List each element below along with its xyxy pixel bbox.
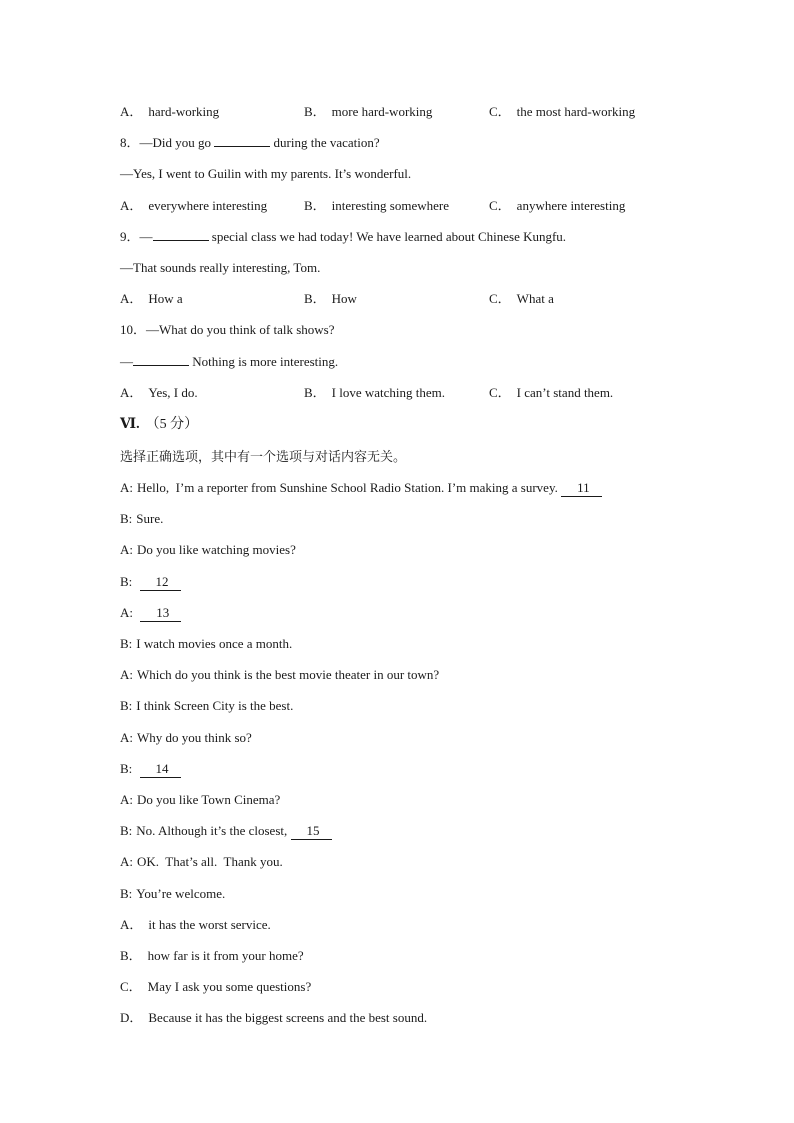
answer-choice[interactable] (120, 977, 720, 1008)
dialogue-line (120, 540, 720, 571)
option-letter: A． (120, 197, 143, 213)
speaker-label: A: (120, 854, 133, 870)
dialogue-blank[interactable]: 13 (140, 605, 181, 622)
speaker-label: A: (120, 604, 133, 620)
q9-prompt-start: 9．— (120, 228, 153, 244)
q9-option-a[interactable] (120, 289, 183, 309)
option-text: everywhere interesting (148, 197, 268, 213)
q8-prompt-start: 8．—Did you go (120, 135, 215, 151)
dialogue-line (120, 509, 720, 540)
q9-option-c[interactable] (489, 289, 554, 309)
dialogue-text: Sure. (136, 511, 164, 527)
speaker-label: A: (120, 791, 133, 807)
q8-reply: —Yes, I went to Guilin with my parents. It’s wonderful. (120, 166, 412, 182)
dialogue-line (120, 790, 720, 821)
option-text: anywhere interesting (516, 197, 626, 213)
option-text: What a (516, 291, 554, 307)
speaker-label: B: (120, 511, 133, 527)
dialogue-text: Do you like Town Cinema? (137, 791, 281, 807)
dialogue-text: Why do you think so? (137, 729, 252, 745)
speaker-label: B: (120, 885, 133, 901)
option-text: I love watching them. (331, 384, 446, 400)
option-text: I can’t stand them. (516, 384, 614, 400)
section-number: Ⅵ. (120, 416, 140, 432)
q10-reply-start: — (120, 353, 133, 369)
q7-option-a[interactable] (120, 102, 219, 122)
q9-option-b[interactable] (304, 289, 357, 309)
dialogue-line (120, 665, 720, 696)
dialogue-text: OK. That’s all. Thank you. (137, 854, 283, 870)
answer-choice[interactable] (120, 946, 720, 977)
q10-option-a[interactable] (120, 383, 198, 403)
dialogue-text: Which do you think is the best movie theater in our town? (137, 667, 440, 683)
dialogue-line (120, 821, 720, 852)
dialogue-blank[interactable]: 11 (561, 480, 602, 497)
choice-text: May I ask you some questions? (147, 979, 312, 995)
q8-answer-blank[interactable] (214, 146, 270, 147)
option-letter: A． (120, 384, 143, 400)
option-letter: B． (304, 384, 326, 400)
dialogue (120, 478, 720, 915)
dialogue-line (120, 852, 720, 883)
dialogue-line (120, 572, 720, 603)
dialogue-line (120, 884, 720, 915)
dialogue-text: Hello, I’m a reporter from Sunshine School Radio Station. I’m making a survey. (137, 480, 562, 496)
section-points: （5 分） (145, 416, 199, 432)
section-instruction: 选择正确选项，其中有一个选项与对话内容无关。 (120, 448, 407, 464)
q7-options (120, 102, 720, 133)
dialogue-blank[interactable]: 14 (140, 761, 181, 778)
q9-options (120, 289, 720, 320)
dialogue-text: You’re welcome. (136, 885, 226, 901)
section-heading (120, 414, 720, 447)
option-letter: C． (489, 104, 511, 119)
dialogue-line (120, 634, 720, 665)
q9-prompt (120, 227, 720, 258)
q8-option-a[interactable] (120, 196, 267, 216)
speaker-label: B: (120, 823, 133, 839)
option-letter: C． (489, 197, 511, 213)
dialogue-text: I watch movies once a month. (136, 636, 293, 651)
option-text: the most hard-working (516, 104, 636, 119)
q8-options (120, 196, 720, 227)
q9-prompt-end: special class we had today! We have learned about Chinese Kungfu. (208, 228, 567, 244)
q10-option-c[interactable] (489, 383, 613, 403)
choice-letter: B． (120, 947, 142, 963)
q8-prompt (120, 133, 720, 164)
q8-prompt-end: during the vacation? (270, 135, 380, 151)
option-text: hard-working (148, 104, 220, 119)
answer-choices (120, 915, 720, 1040)
option-letter: C． (489, 384, 511, 400)
option-letter: B． (304, 291, 326, 307)
dialogue-line (120, 478, 720, 509)
dialogue-line (120, 759, 720, 790)
option-text: Yes, I do. (148, 384, 198, 400)
choice-text: it has the worst service. (148, 916, 271, 932)
option-letter: B． (304, 104, 326, 119)
choice-text: how far is it from your home? (147, 947, 304, 963)
answer-choice[interactable] (120, 1008, 720, 1039)
option-letter: C． (489, 291, 511, 307)
option-text: How a (148, 291, 183, 307)
choice-text: Because it has the biggest screens and the best sound. (148, 1010, 428, 1026)
option-letter: A． (120, 104, 143, 119)
dialogue-text: No. Although it’s the closest, (136, 823, 291, 839)
option-text: more hard-working (331, 104, 433, 119)
q10-prompt: 10．—What do you think of talk shows? (120, 322, 335, 338)
speaker-label: A: (120, 542, 133, 558)
speaker-label: B: (120, 698, 133, 714)
choice-letter: A． (120, 916, 143, 932)
speaker-label: A: (120, 667, 133, 683)
dialogue-text: I think Screen City is the best. (136, 698, 294, 714)
option-text: interesting somewhere (331, 197, 449, 213)
speaker-label: A: (120, 480, 133, 496)
speaker-label: B: (120, 573, 133, 589)
choice-letter: C． (120, 979, 142, 995)
q9-answer-blank[interactable] (153, 240, 209, 241)
q10-option-b[interactable] (304, 383, 445, 403)
option-letter: B． (304, 197, 326, 213)
dialogue-line (120, 603, 720, 634)
q7-option-b[interactable] (304, 102, 432, 122)
answer-choice[interactable] (120, 915, 720, 946)
dialogue-line (120, 728, 720, 759)
q8-option-c[interactable] (489, 196, 625, 216)
q10-options (120, 383, 720, 414)
option-text: How (331, 291, 357, 307)
choice-letter: D． (120, 1010, 143, 1026)
q10-answer-blank[interactable] (133, 365, 189, 366)
speaker-label: B: (120, 760, 133, 776)
q9-reply: —That sounds really interesting, Tom. (120, 259, 321, 275)
q10-reply-end: Nothing is more interesting. (189, 353, 339, 369)
dialogue-blank[interactable]: 12 (140, 574, 181, 591)
dialogue-line (120, 696, 720, 727)
speaker-label: B: (120, 636, 133, 651)
q8-option-b[interactable] (304, 196, 449, 216)
option-letter: A． (120, 291, 143, 307)
dialogue-blank[interactable]: 15 (291, 823, 332, 840)
exam-page (120, 102, 720, 1039)
speaker-label: A: (120, 729, 133, 745)
q7-option-c[interactable] (489, 102, 635, 122)
q10-reply (120, 352, 720, 383)
dialogue-text: Do you like watching movies? (137, 542, 296, 558)
